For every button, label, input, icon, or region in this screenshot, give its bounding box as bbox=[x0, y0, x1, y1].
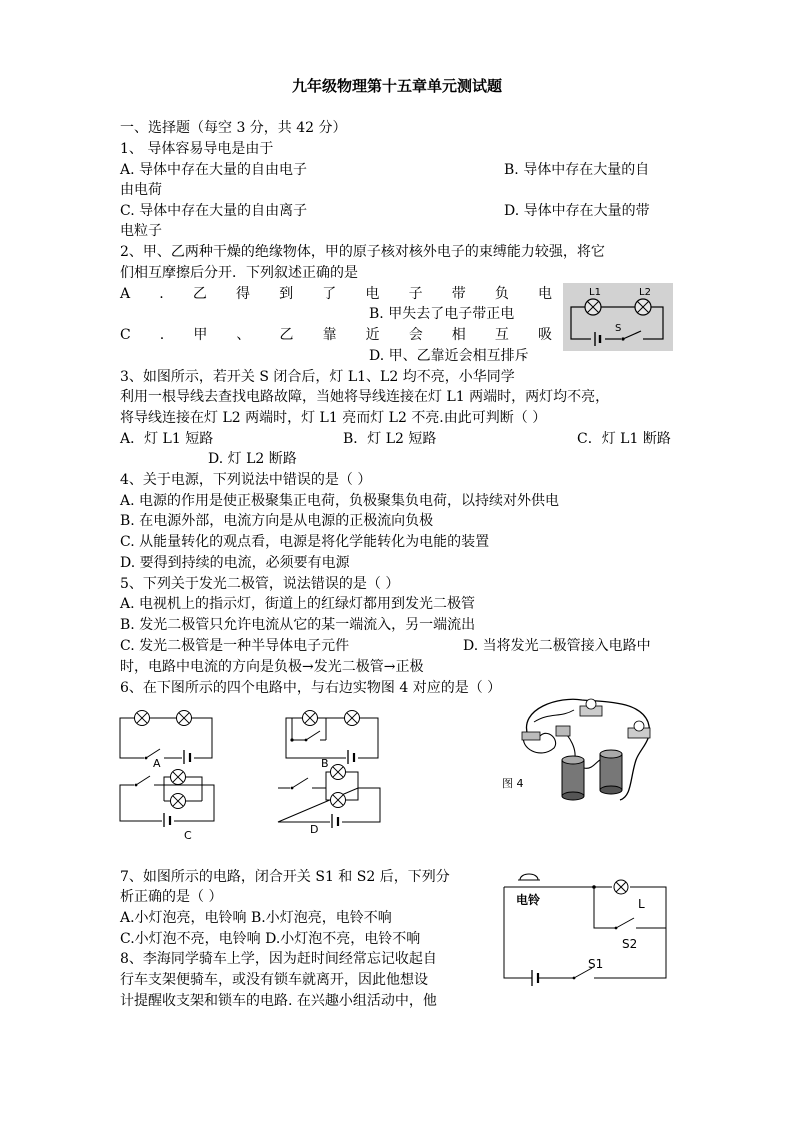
q3-stem-cont: 利用一根导线去查找电路故障，当她将导线连接在灯 L1 两端时，两灯均不亮， bbox=[120, 389, 610, 405]
q5-option-d-cont: 时，电路中电流的方向是负极→发光二极管→正极 bbox=[120, 659, 424, 675]
switch-s1-label: S1 bbox=[588, 957, 604, 971]
lamp-l2-label: L2 bbox=[639, 287, 651, 298]
q2-stem-cont: 们相互摩擦后分开．下列叙述正确的是 bbox=[120, 265, 358, 281]
figure-4-physical-circuit bbox=[500, 688, 670, 808]
bell-lamp-circuit-figure bbox=[498, 862, 678, 992]
switch-s-label: S bbox=[615, 323, 622, 334]
q7-stem: 7、如图所示的电路，闭合开关 S1 和 S2 后，下列分 bbox=[120, 869, 450, 885]
q2-stem: 2、甲、乙两种干燥的绝缘物体，甲的原子核对核外电子的束缚能力较强，将它 bbox=[120, 244, 605, 260]
lamp-l1-label: L1 bbox=[589, 287, 601, 298]
circuit-option-a bbox=[118, 704, 214, 764]
circuit-b-label: B bbox=[321, 757, 329, 770]
q5-option-a: A. 电视机上的指示灯，街道上的红绿灯都用到发光二极管 bbox=[120, 596, 476, 612]
q5-option-c: C. 发光二极管是一种半导体电子元件 bbox=[120, 638, 350, 654]
q2-option-b: B. 甲失去了电子带正电 bbox=[369, 306, 515, 322]
q1-option-b-cont: 由电荷 bbox=[120, 182, 162, 198]
q4-stem: 4、关于电源，下列说法中错误的是（ ） bbox=[120, 472, 372, 488]
q6-stem: 6、在下图所示的四个电路中，与右边实物图 4 对应的是（ ） bbox=[120, 680, 502, 696]
q4-option-c: C. 从能量转化的观点看，电源是将化学能转化为电能的装置 bbox=[120, 534, 490, 550]
circuit-option-b bbox=[282, 704, 382, 764]
q3-option-a: A．灯 L1 短路 bbox=[120, 431, 214, 447]
page-title: 九年级物理第十五章单元测试题 bbox=[291, 77, 502, 95]
q4-option-b: B. 在电源外部，电流方向是从电源的正极流向负极 bbox=[120, 513, 434, 529]
q8-line-3: 计提醒收支架和锁车的电路. 在兴趣小组活动中，他 bbox=[120, 993, 437, 1009]
q3-stem: 3、如图所示，若开关 S 闭合后，灯 L1、L2 均不亮，小华同学 bbox=[120, 369, 515, 385]
q3-option-c: C．灯 L1 断路 bbox=[577, 431, 671, 447]
q4-option-a: A. 电源的作用是使正极聚集正电荷，负极聚集负电荷，以持续对外供电 bbox=[120, 493, 560, 509]
q1-option-d-cont: 电粒子 bbox=[120, 223, 162, 239]
switch-s2-label: S2 bbox=[622, 937, 638, 951]
q3-option-d: D. 灯 L2 断路 bbox=[208, 451, 297, 467]
series-circuit-figure bbox=[563, 283, 673, 351]
q1-option-b: B. 导体中存在大量的自 bbox=[504, 162, 650, 178]
q4-option-d: D. 要得到持续的电流，必须要有电源 bbox=[120, 555, 350, 571]
q7-options-ab: A.小灯泡亮，电铃响 B.小灯泡亮，电铃不响 bbox=[120, 910, 392, 926]
section-heading: 一、选择题（每空 3 分，共 42 分） bbox=[120, 120, 347, 136]
lamp-l-label: L bbox=[638, 897, 645, 911]
q1-option-d: D. 导体中存在大量的带 bbox=[504, 203, 650, 219]
q5-option-d: D. 当将发光二极管接入电路中 bbox=[463, 638, 651, 654]
q7-options-cd: C.小灯泡不亮，电铃响 D.小灯泡不亮，电铃不响 bbox=[120, 931, 421, 947]
figure-4-label: 图 4 bbox=[502, 777, 524, 790]
circuit-option-d bbox=[274, 762, 384, 832]
q7-stem-cont: 析正确的是（ ） bbox=[120, 889, 223, 905]
q2-option-d: D. 甲、乙靠近会相互排斥 bbox=[369, 348, 529, 364]
q3-option-b: B．灯 L2 短路 bbox=[343, 431, 437, 447]
q2-option-c: C . 甲 、 乙 靠 近 会 相 互 吸 bbox=[120, 327, 552, 343]
circuit-option-c bbox=[118, 765, 218, 839]
q8-line-2: 行车支架便骑车，或没有锁车就离开，因此他想设 bbox=[120, 972, 428, 988]
q8-line-1: 8、李海同学骑车上学，因为赶时间经常忘记收起自 bbox=[120, 951, 437, 967]
q2-option-a: A . 乙 得 到 了 电 子 带 负 电 bbox=[120, 286, 552, 302]
circuit-a-label: A bbox=[153, 757, 161, 770]
q1-option-a: A. 导体中存在大量的自由电子 bbox=[120, 162, 308, 178]
q5-option-b: B. 发光二极管只允许电流从它的某一端流入，另一端流出 bbox=[120, 617, 476, 633]
q3-stem-cont2: 将导线连接在灯 L2 两端时，灯 L1 亮而灯 L2 不亮.由此可判断（ ） bbox=[120, 410, 547, 426]
q5-stem: 5、下列关于发光二极管，说法错误的是（ ） bbox=[120, 576, 400, 592]
q1-option-c: C. 导体中存在大量的自由离子 bbox=[120, 203, 308, 219]
circuit-c-label: C bbox=[184, 829, 192, 842]
q1-stem: 1、 导体容易导电是由于 bbox=[120, 141, 274, 157]
circuit-d-label: D bbox=[310, 823, 319, 836]
bell-label: 电铃 bbox=[516, 893, 541, 907]
